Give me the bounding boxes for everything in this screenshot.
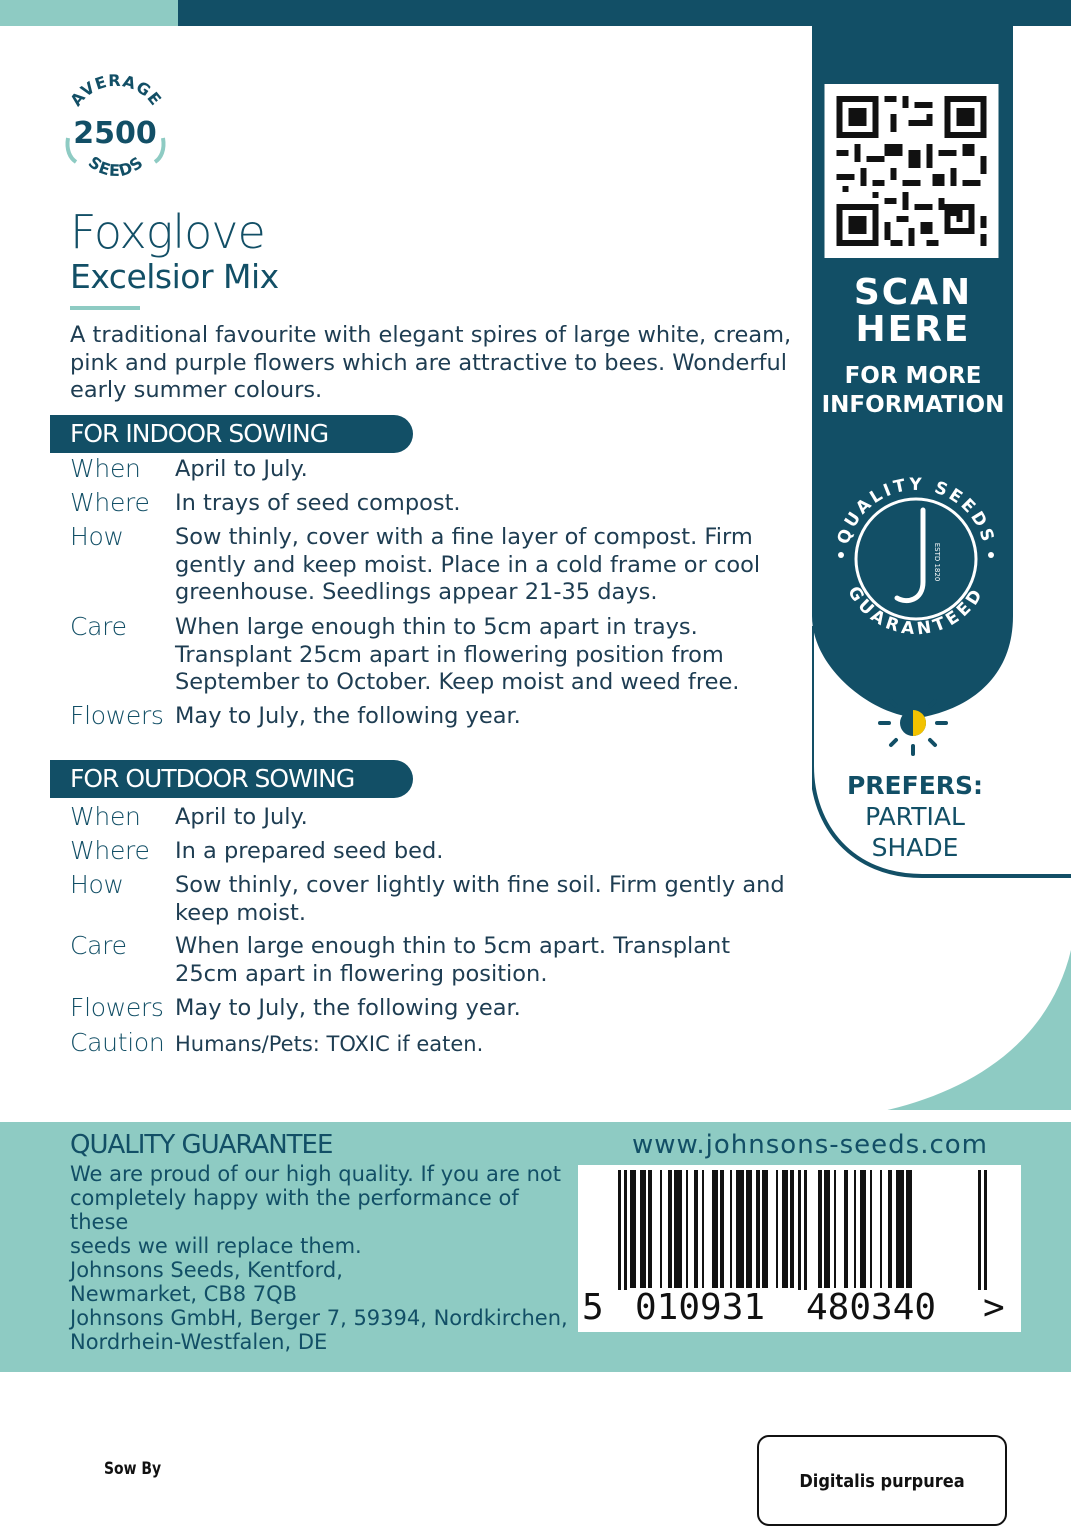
outdoor-value-when: April to July. (175, 804, 308, 830)
indoor-heading: FOR INDOOR SOWING (50, 415, 413, 453)
barcode-bar (686, 1170, 688, 1288)
quality-seeds-seal (827, 470, 1005, 648)
barcode-bar (860, 1170, 866, 1288)
seal-bottom-text: GUARANTEED (843, 583, 989, 640)
top-bar-light (0, 0, 178, 26)
barcode-guard-bar (624, 1170, 627, 1290)
barcode-guard-bar (978, 1170, 981, 1290)
svg-text:AVERAGE (66, 71, 165, 110)
outdoor-heading: FOR OUTDOOR SOWING (50, 760, 413, 798)
barcode-area (578, 1165, 1021, 1332)
guarantee-line: Newmarket, CB8 7QB (70, 1282, 298, 1306)
barcode-bar (746, 1170, 752, 1288)
barcode-bar (694, 1170, 698, 1288)
outdoor-label-care: Care (70, 931, 127, 960)
barcode-bar (818, 1170, 822, 1288)
badge-bottom-text: SEEDS (84, 152, 148, 181)
product-name: Foxglove (70, 205, 265, 259)
indoor-label-flowers: Flowers (70, 701, 164, 730)
svg-text:SEEDS (85, 152, 147, 180)
scan-sub-line-2: INFORMATION (821, 392, 1005, 418)
indoor-value-where: In trays of seed compost. (175, 490, 461, 516)
barcode-group-2: 480340 (806, 1287, 937, 1328)
product-description: A traditional favourite with elegant spires of large white, cream, pink and purple flowers which are attractive to bees. Wonderful early summer colours. (70, 322, 792, 403)
outdoor-value-care: When large enough thin to 5cm apart. Transplant 25cm apart in flowering position. (175, 933, 731, 987)
scan-here-title (812, 274, 1014, 348)
outdoor-label-where: Where (70, 836, 150, 865)
qr-code[interactable] (824, 84, 999, 258)
barcode-first-digit: 5 (582, 1287, 604, 1328)
prefers-label: PREFERS: (846, 771, 984, 800)
barcode-bar (776, 1170, 778, 1288)
indoor-label-where: Where (70, 488, 150, 517)
quality-guarantee-text (70, 1162, 570, 1354)
outdoor-value-flowers: May to July, the following year. (175, 995, 521, 1021)
outdoor-label-caution: Caution (70, 1028, 165, 1057)
barcode-bar (906, 1170, 912, 1288)
indoor-value-flowers: May to July, the following year. (175, 703, 521, 729)
barcode-bar (834, 1170, 836, 1288)
barcode-bar (756, 1170, 760, 1288)
outdoor-label-how: How (70, 870, 124, 899)
barcode-guard-bar (984, 1170, 987, 1290)
prefers-block (812, 770, 1018, 863)
barcode-bar (660, 1170, 662, 1288)
barcode-bar (730, 1170, 732, 1288)
barcode-bar (844, 1170, 848, 1288)
barcode-bar (702, 1170, 704, 1288)
indoor-label-how: How (70, 522, 124, 551)
partial-sun-icon (875, 688, 951, 758)
barcode-end-mark: > (983, 1287, 1005, 1328)
barcode-bar (630, 1170, 636, 1288)
outdoor-label-when: When (70, 802, 141, 831)
guarantee-line: Johnsons GmbH, Berger 7, 59394, Nordkirchen, (70, 1306, 568, 1330)
indoor-label-care: Care (70, 612, 127, 641)
guarantee-line: We are proud of our high quality. If you are not (70, 1162, 562, 1186)
barcode-bar (790, 1170, 794, 1288)
outdoor-value-where: In a prepared seed bed. (175, 838, 444, 864)
barcode-bar (668, 1170, 672, 1288)
barcode-bar (648, 1170, 652, 1288)
barcode-bar (880, 1170, 882, 1288)
title-divider (70, 306, 140, 310)
barcode-bars (578, 1165, 1021, 1290)
indoor-value-care: When large enough thin to 5cm apart in trays. Transplant 25cm apart in flowering position from September to October. Keep moist and weed free. (175, 614, 740, 695)
barcode-bar (870, 1170, 872, 1288)
quality-guarantee-title: QUALITY GUARANTEE (70, 1130, 333, 1160)
outdoor-label-flowers: Flowers (70, 993, 164, 1022)
outdoor-value-caution: Humans/Pets: TOXIC if eaten. (175, 1032, 484, 1056)
prefers-line-1: PARTIAL (865, 802, 965, 831)
seed-count-badge (58, 70, 173, 185)
guarantee-line: completely happy with the performance of these (70, 1186, 519, 1234)
barcode-guard-bar (804, 1170, 807, 1290)
barcode-bar (640, 1170, 646, 1288)
barcode-bar (854, 1170, 856, 1288)
indoor-value-when: April to July. (175, 456, 308, 482)
top-bar-dark (178, 0, 1071, 26)
seal-estd-text: ESTD 1820 (933, 542, 941, 582)
barcode-bar (762, 1170, 768, 1288)
scan-sub-line-1: FOR MORE (844, 363, 982, 389)
barcode-bar (888, 1170, 892, 1288)
product-variety: Excelsior Mix (70, 257, 279, 296)
scan-line-1: SCAN (853, 272, 973, 313)
scan-line-2: HERE (855, 309, 971, 350)
barcode-bar (720, 1170, 724, 1288)
sow-by-label: Sow By (104, 1459, 162, 1479)
barcode-guard-bar (618, 1170, 621, 1290)
guarantee-line: Johnsons Seeds, Kentford, (70, 1258, 343, 1282)
seal-top-text: QUALITY SEEDS (833, 474, 999, 547)
svg-text:QUALITY SEEDS (834, 475, 999, 547)
barcode-bar (824, 1170, 830, 1288)
latin-name: Digitalis purpurea (799, 1471, 965, 1492)
indoor-label-when: When (70, 454, 141, 483)
barcode-bar (896, 1170, 904, 1288)
barcode-guard-bar (798, 1170, 801, 1290)
barcode-bar (674, 1170, 682, 1288)
barcode-bar (736, 1170, 744, 1288)
guarantee-line: seeds we will replace them. (70, 1234, 362, 1258)
guarantee-line: Nordrhein-Westfalen, DE (70, 1330, 328, 1354)
indoor-value-how: Sow thinly, cover with a fine layer of compost. Firm gently and keep moist. Place in a cold frame or cool greenhouse. Seedlings appear 21-35 days. (175, 524, 761, 605)
badge-top-text: AVERAGE (66, 70, 166, 110)
scan-subtitle (812, 362, 1014, 420)
barcode-bar (712, 1170, 718, 1288)
badge-count: 2500 (73, 116, 157, 151)
outdoor-value-how: Sow thinly, cover lightly with fine soil. Firm gently and keep moist. (175, 872, 785, 926)
prefers-line-2: SHADE (871, 833, 959, 862)
website-link[interactable]: www.johnsons-seeds.com (632, 1130, 989, 1160)
barcode-bar (782, 1170, 788, 1288)
barcode-group-1: 010931 (635, 1287, 766, 1328)
svg-text:GUARANTEED (843, 583, 988, 639)
